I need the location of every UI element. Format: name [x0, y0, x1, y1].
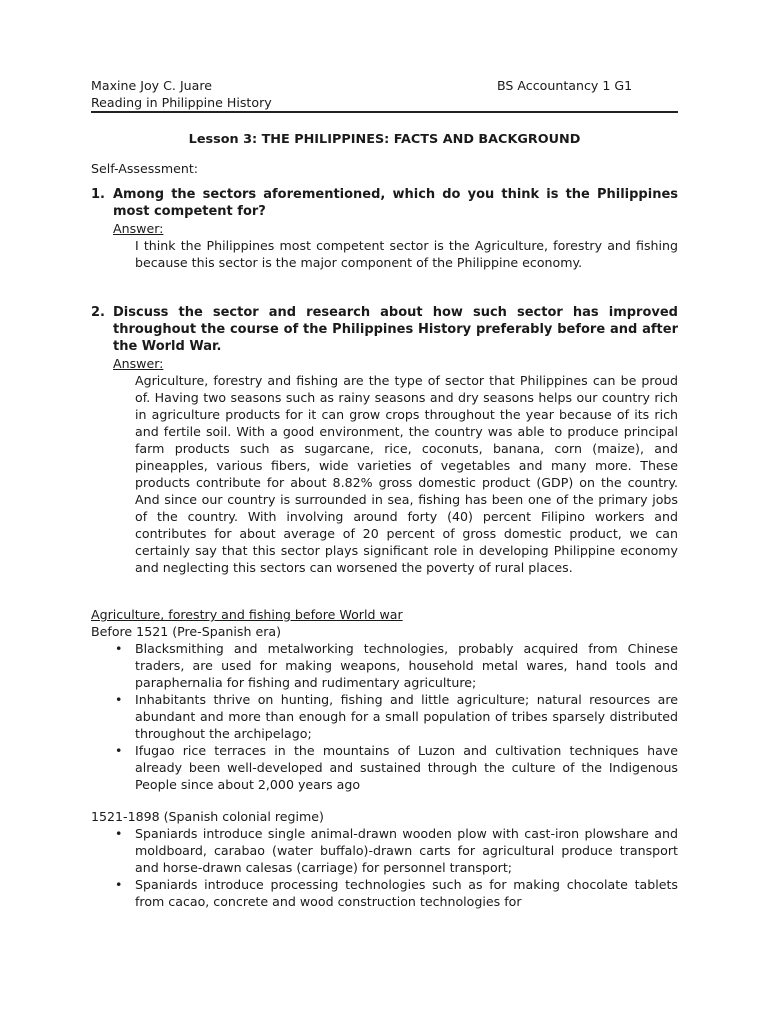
- list-item: [113, 742, 678, 793]
- question-2: [91, 304, 678, 355]
- subject-name: Reading in Philippine History: [91, 95, 272, 110]
- list-item-text: Spaniards introduce single animal-drawn wooden plow with cast-iron plowshare and moldboard, carabao (water buffalo)-drawn carts for agricultural produce transport and horse-drawn calesas (carriage) for personnel transport;: [135, 826, 678, 875]
- bullet-icon: •: [115, 743, 123, 758]
- question-text: Among the sectors aforementioned, which do you think is the Philippines most competent for?: [113, 187, 678, 219]
- question-number: 1.: [91, 187, 105, 202]
- course-section: BS Accountancy 1 G1: [497, 78, 633, 93]
- self-assessment-label: Self-Assessment:: [91, 161, 199, 176]
- question-1: [91, 186, 678, 220]
- question-number: 2.: [91, 305, 105, 320]
- bullet-icon: •: [115, 641, 123, 656]
- answer-text: Agriculture, forestry and fishing are the type of sector that Philippines can be proud of. Having two seasons such as rainy seasons and dry seasons helps our country rich in agriculture products for it can grow crops throughout the year because of its rich and fertile soil. With a good environment, the country was able to produce principal farm products such as sugarcane, rice, coconuts, banana, corn (maize), and pineapples, various fibers, wide varieties of vegetables and many more. These products contribute for about 8.82% gross domestic product (GDP) on the country. And since our country is surrounded in sea, fishing has been one of the primary jobs of the country. With involving around forty (40) percent Filipino workers and contributes for about average of 20 percent of gross domestic product, we can certainly say that this sector plays significant role in developing Philippine economy and neglecting this sectors can worsened the poverty of rural places.: [135, 373, 678, 575]
- bullet-icon: •: [115, 692, 123, 707]
- list-item: [113, 691, 678, 742]
- answer-text: I think the Philippines most competent sector is the Agriculture, forestry and fishing because this sector is the major component of the Philippine economy.: [135, 238, 678, 270]
- list-item-text: Ifugao rice terraces in the mountains of Luzon and cultivation techniques have already been well-developed and sustained through the culture of the Indigenous People since about 2,000 years ago: [135, 743, 678, 792]
- list-item-text: Inhabitants thrive on hunting, fishing and little agriculture; natural resources are abundant and more than enough for a small population of tribes sparsely distributed throughout the archipelago;: [135, 692, 678, 741]
- era-bullet-list: [113, 640, 678, 793]
- answer-label: Answer:: [113, 356, 164, 371]
- era-title: Before 1521 (Pre-Spanish era): [91, 624, 282, 639]
- bullet-icon: •: [115, 826, 123, 841]
- section-heading: Agriculture, forestry and fishing before World war: [91, 607, 403, 622]
- question-text: Discuss the sector and research about how such sector has improved throughout the course of the Philippines History preferably before and after the World War.: [113, 305, 678, 354]
- list-item-text: Blacksmithing and metalworking technologies, probably acquired from Chinese traders, are used for making weapons, household metal wares, hand tools and paraphernalia for fishing and rudimentary agriculture;: [135, 641, 678, 690]
- list-item: [113, 876, 678, 910]
- student-name: Maxine Joy C. Juare: [91, 78, 213, 93]
- answer-label: Answer:: [113, 221, 164, 236]
- lesson-title: Lesson 3: THE PHILIPPINES: FACTS AND BACKGROUND: [188, 132, 581, 147]
- list-item: [113, 640, 678, 691]
- bullet-icon: •: [115, 877, 123, 892]
- list-item: [113, 825, 678, 876]
- list-item-text: Spaniards introduce processing technologies such as for making chocolate tablets from cacao, concrete and wood construction technologies for: [135, 877, 678, 909]
- era-bullet-list: [113, 825, 678, 910]
- header-divider: [91, 111, 678, 113]
- era-title: 1521-1898 (Spanish colonial regime): [91, 809, 324, 824]
